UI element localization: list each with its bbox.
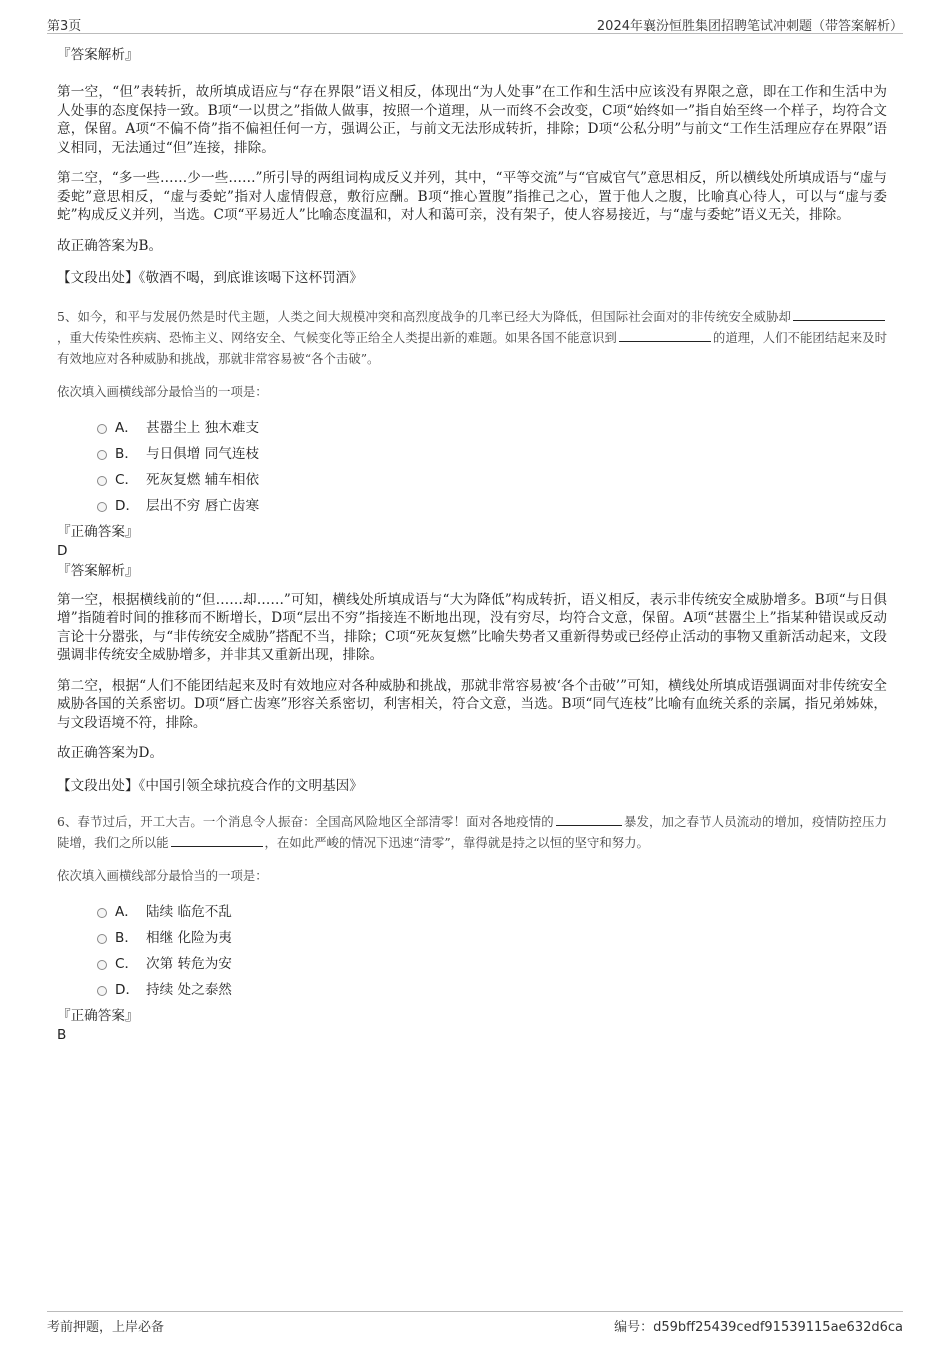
q6-option-d[interactable]: D． 持续 处之泰然 (57, 977, 887, 1003)
q5-option-c[interactable]: C． 死灰复燃 辅车相依 (57, 467, 887, 493)
radio-icon[interactable] (97, 476, 107, 486)
q5-blank-1[interactable] (793, 307, 885, 321)
document-id: 编号：d59bff25439cedf91539115ae632d6ca (614, 1320, 903, 1335)
radio-icon[interactable] (97, 986, 107, 996)
q6-stem (57, 811, 887, 853)
page-content (57, 42, 887, 1044)
radio-icon[interactable] (97, 934, 107, 944)
q6-prompt: 依次填入画横线部分最恰当的一项是： (57, 868, 268, 883)
radio-icon[interactable] (97, 502, 107, 512)
q5-conclusion: 故正确答案为D。 (57, 745, 164, 761)
q4-conclusion: 故正确答案为B。 (57, 237, 163, 254)
q5-source: 【文段出处】《中国引领全球抗疫合作的文明基因》 (57, 777, 363, 794)
q6-option-a[interactable]: A． 陆续 临危不乱 (57, 899, 887, 925)
q4-source: 【文段出处】《敬酒不喝，到底谁该喝下这杯罚酒》 (57, 270, 363, 286)
page-header (47, 13, 903, 34)
q6-option-c[interactable]: C． 次第 转危为安 (57, 951, 887, 977)
q5-stem-part-c: 的道理，人们不能团结起来及时有效地应对各种威胁和挑战，那就非常容易被“各个击破”。 (57, 329, 888, 366)
q5-stem (57, 306, 887, 369)
radio-icon[interactable] (97, 424, 107, 434)
q6-blank-2[interactable] (171, 833, 263, 847)
q5-option-d[interactable]: D． 层出不穷 唇亡齿寒 (57, 493, 887, 519)
q4-analysis-para1: 第一空，“但”表转折，故所填成语应与“存在界限”语义相反，体现出“为人处事”在工作和生活中应该没有界限之意，即在工作和生活中为人处事的态度保持一致。B项“一以贯之”指做人做事，按照一个道理，从一而终不会改变，C项“始终如一”指自始至终一个样子，均符合文意，保留。A项“不偏不倚”指不偏袒任何一方，强调公正，与前文无法形成转折，排除；D项“公私分明”与前文“工作生活理应存在界限”语义相同，无法通过“但”连接，排除。 (57, 84, 887, 156)
q5-option-a[interactable]: A． 甚嚣尘上 独木难支 (57, 415, 887, 441)
radio-icon[interactable] (97, 908, 107, 918)
q6-options (57, 899, 887, 1003)
q4-analysis-para2: 第二空，“多一些……少一些……”所引导的两组词构成反义并列，其中，“平等交流”与“官威官气”意思相反，所以横线处所填成语与“虚与委蛇”意思相反，“虚与委蛇”指对人虚情假意，敷衍应酬。B项“推心置腹”指推己之心，置于他人之腹，比喻真心待人，可以与“虚与委蛇”构成反义并列，当选。C项“平易近人”比喻态度温和，对人和蔼可亲，没有架子，使人容易接近，与“虚与委蛇”语义无关，排除。 (57, 170, 887, 223)
q5-analysis-para2: 第二空，根据“人们不能团结起来及时有效地应对各种威胁和挑战，那就非常容易被‘各个击破’”可知，横线处所填成语强调面对非传统安全威胁各国的关系密切。D项“唇亡齿寒”形容关系密切，利害相关，符合文意，当选。B项“同气连枝”比喻有血统关系的亲属，指兄弟姊妹，与文段语境不符，排除。 (57, 677, 887, 731)
q5-analysis-para1: 第一空，根据横线前的“但……却……”可知，横线处所填成语与“大为降低”构成转折，语义相反，表示非传统安全威胁增多。B项“与日俱增”指随着时间的推移而不断增长，D项“层出不穷”指接连不断地出现，没有穷尽，均符合文意，保留。A项“甚嚣尘上”指某种错误或反动言论十分嚣张，与“非传统安全威胁”搭配不当，排除；C项“死灰复燃”比喻失势者又重新得势或已经停止活动的事物又重新活动起来，文段强调非传统安全威胁增多，并非其又重新出现，排除。 (57, 591, 887, 663)
radio-icon[interactable] (97, 960, 107, 970)
q5-options (57, 415, 887, 519)
q5-answer-tag: 『正确答案』 (57, 523, 139, 540)
q5-blank-2[interactable] (619, 328, 711, 342)
radio-icon[interactable] (97, 450, 107, 460)
q6-answer-tag: 『正确答案』 (57, 1008, 139, 1024)
q6-blank-1[interactable] (556, 812, 622, 826)
document-title: 2024年襄汾恒胜集团招聘笔试冲刺题（带答案解析） (596, 19, 903, 34)
q5-option-b[interactable]: B． 与日俱增 同气连枝 (57, 441, 887, 467)
q5-stem-part-b: ，重大传染性疾病、恐怖主义、网络安全、气候变化等正给全人类提出新的难题。如果各国不能意识到 (57, 329, 617, 345)
q6-option-b[interactable]: B． 相继 化险为夷 (57, 925, 887, 951)
q6-stem-part-c: ，在如此严峻的情况下迅速“清零”，靠得就是持之以恒的坚守和努力。 (264, 835, 649, 850)
q5-answer: D (57, 542, 68, 559)
q5-analysis-tag: 『答案解析』 (57, 562, 139, 579)
q6-answer: B (57, 1027, 67, 1043)
q4-analysis-tag: 『答案解析』 (57, 47, 139, 63)
q5-prompt: 依次填入画横线部分最恰当的一项是： (57, 383, 268, 399)
q6-stem-part-a: 6、春节过后，开工大吉。一个消息令人振奋：全国高风险地区全部清零！面对各地疫情的 (57, 814, 554, 829)
q6-stem-part-b: 暴发，加之春节人员流动的增加，疫情防控压力陡增，我们之所以能 (57, 814, 888, 850)
page-number: 第3页 (47, 19, 82, 34)
page-footer (47, 1311, 903, 1334)
q5-stem-part-a: 5、如今，和平与发展仍然是时代主题，人类之间大规模冲突和高烈度战争的几率已经大为降低，但国际社会面对的非传统安全威胁却 (57, 308, 791, 324)
footer-slogan: 考前押题，上岸必备 (47, 1320, 165, 1335)
